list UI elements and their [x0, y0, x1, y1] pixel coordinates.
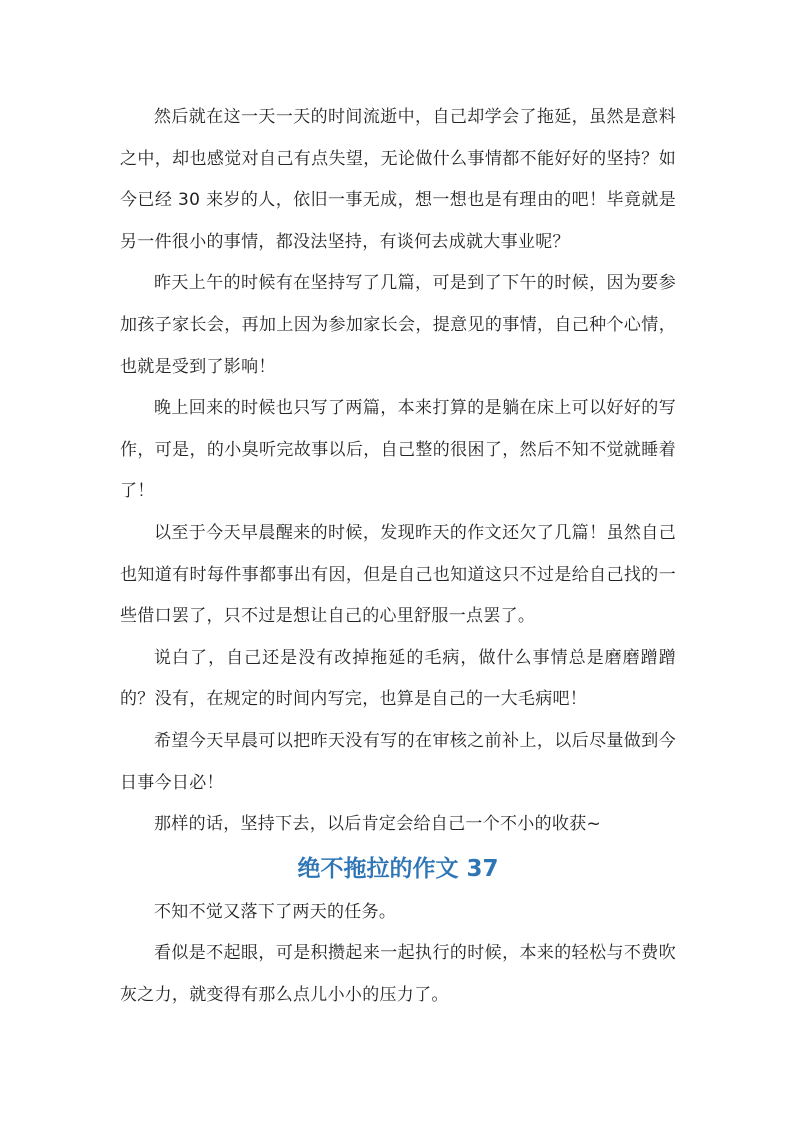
paragraph: 希望今天早晨可以把昨天没有写的在审核之前补上，以后尽量做到今日事今日必！ — [120, 730, 676, 793]
paragraph: 看似是不起眼，可是积攒起来一起执行的时候，本来的轻松与不费吹灰之力，就变得有那么点儿小小的压力了。 — [120, 943, 676, 1005]
paragraph: 昨天上午的时候有在坚持写了几篇，可是到了下午的时候，因为要参加孩子家长会，再加上因为参加家长会，提意见的事情，自己种个心情，也就是受到了影响！ — [120, 273, 676, 377]
paragraph: 以至于今天早晨醒来的时候，发现昨天的作文还欠了几篇！虽然自己也知道有时每件事都事出有因，但是自己也知道这只不过是给自己找的一些借口罢了，只不过是想让自己的心里舒服一点罢了。 — [120, 522, 676, 627]
paragraph: 那样的话，坚持下去，以后肯定会给自己一个不小的收获~ — [154, 814, 602, 835]
section-heading: 绝不拖拉的作文 37 — [297, 855, 499, 882]
paragraph: 说白了，自己还是没有改掉拖延的毛病，做什么事情总是磨磨蹭蹭的？没有，在规定的时间内写完，也算是自己的一大毛病吧！ — [120, 647, 676, 710]
paragraph: 然后就在这一天一天的时间流逝中，自己却学会了拖延，虽然是意料之中，却也感觉对自己有点失望，无论做什么事情都不能好好的坚持？如今已经 30 来岁的人，依旧一事无成，想一想也是有理由的吧！毕竟就是另一件很小的事情，都没法坚持，有谈何去成就大事业呢？ — [120, 107, 676, 252]
document-page — [120, 97, 676, 1016]
paragraph: 晚上回来的时候也只写了两篇，本来打算的是躺在床上可以好好的写作，可是，的小臭听完故事以后，自己整的很困了，然后不知不觉就睡着了！ — [120, 398, 676, 502]
paragraph: 不知不觉又落下了两天的任务。 — [154, 901, 397, 922]
